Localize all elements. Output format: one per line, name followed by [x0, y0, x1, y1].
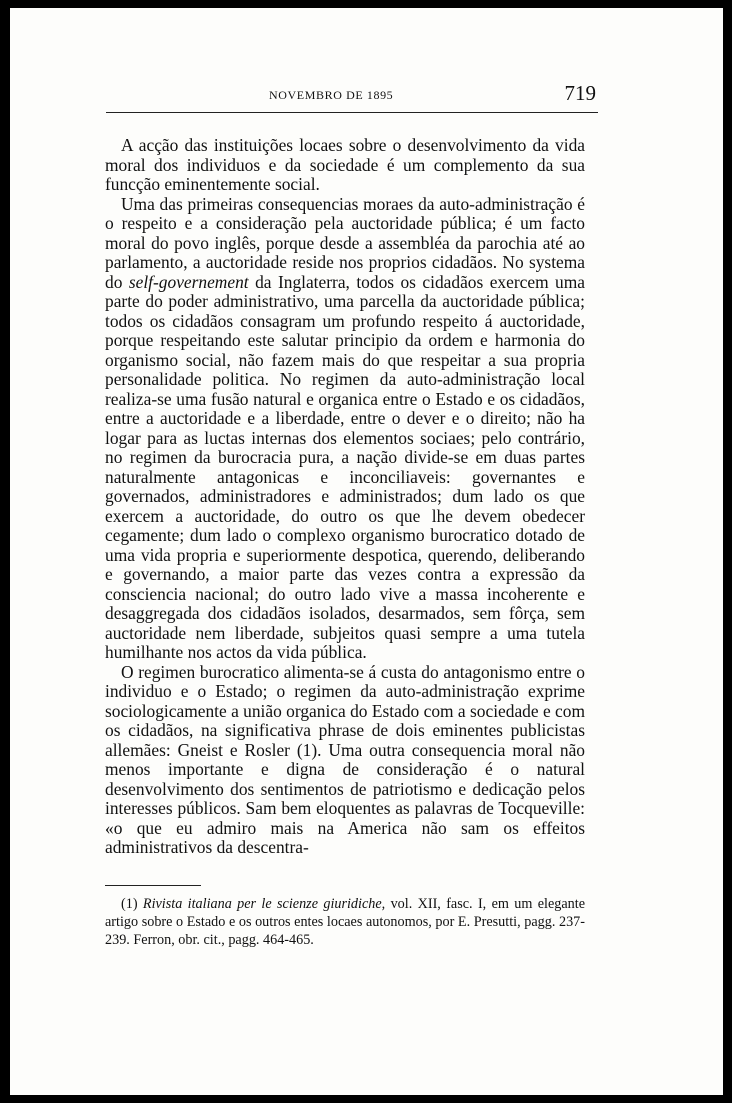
self-government-term: self-governement — [128, 271, 249, 292]
paragraph-2 — [105, 195, 585, 663]
footnote — [105, 895, 585, 949]
running-head: NOVEMBRO DE 1895 — [269, 88, 394, 102]
page-number: 719 — [564, 81, 596, 105]
footnote-marker: (1) — [121, 896, 143, 912]
paragraph-3: O regimen burocratico alimenta-se á custa do antagonismo entre o individuo e o Estado; o regimen da auto-administração exprime sociologicamente a união organica do Estado com a sociedade e com os cidadãos, na significativa phrase de dois eminentes publicistas allemães: Gneist e Rosler (1). Uma outra consequencia moral não menos importante e digna de consideração é o natural desenvolvimento dos sentimentos de patriotismo e dedicação pelos interesses públicos. Sam bem eloquentes as palavras de Tocqueville: «o que eu admiro mais na America não sam os effeitos administrativos da descentra- — [105, 661, 585, 857]
paragraph-1: A acção das instituições locaes sobre o desenvolvimento da vida moral dos individuos e da sociedade é um complemento da sua funcção eminentemente social. — [105, 135, 585, 194]
footnote-journal-title: Rivista italiana per le scienze giuridiche, — [142, 896, 386, 912]
page-header — [106, 78, 604, 108]
footnote-reference: vol. XII, fasc. I, em um elegante artigo sobre o Estado e os outros entes locaes autonomos, por E. Presutti, pagg. 237-239. Ferron, obr. cit., pagg. 464-465. — [105, 896, 585, 948]
header-rule — [106, 112, 598, 113]
book-page — [10, 8, 723, 1095]
main-text — [105, 136, 585, 858]
paragraph-2-end: da Inglaterra, todos os cidadãos exercem uma parte do poder administrativo, uma parcella da auctoridade pública; todos os cidadãos consagram um profundo respeito á auctoridade, porque respeitando este salutar principio da ordem e harmonia do organismo social, não fazem mais do que respeitar a sua propria personalidade politica. No regimen da auto-administração local realiza-se uma fusão natural e organica entre o Estado e os cidadãos, entre a auctoridade e a liberdade, entre o dever e o direito; não ha logar para as luctas internas dos elementos sociaes; pelo contrário, no regimen da burocracia pura, a nação divide-se em duas partes naturalmente antagonicas e inconciliaveis: governantes e governados, administradores e administrados; dum lado os que exercem a auctoridade, do outro os que lhe devem obedecer cegamente; dum lado o complexo organismo burocratico dotado de uma vida propria e superiormente despotica, querendo, deliberando e governando, a maior parte das vezes contra a expressão da consciencia nacional; do outro lado vive a massa incoherente e desaggregada dos cidadãos isolados, desarmados, sem fôrça, sem auctoridade nem liberdade, subjeitos quasi sempre a uma tutela humilhante nos actos da vida pública. — [105, 271, 585, 662]
paragraph-2-start: Uma das primeiras consequencias moraes da auto-administração é o respeito e a consideração pela auctoridade pública; é um facto moral do povo inglês, porque desde a assembléa da parochia até ao parlamento, a auctoridade reside nos proprios cidadãos. No systema do — [105, 193, 585, 292]
footnote-rule — [105, 885, 201, 886]
